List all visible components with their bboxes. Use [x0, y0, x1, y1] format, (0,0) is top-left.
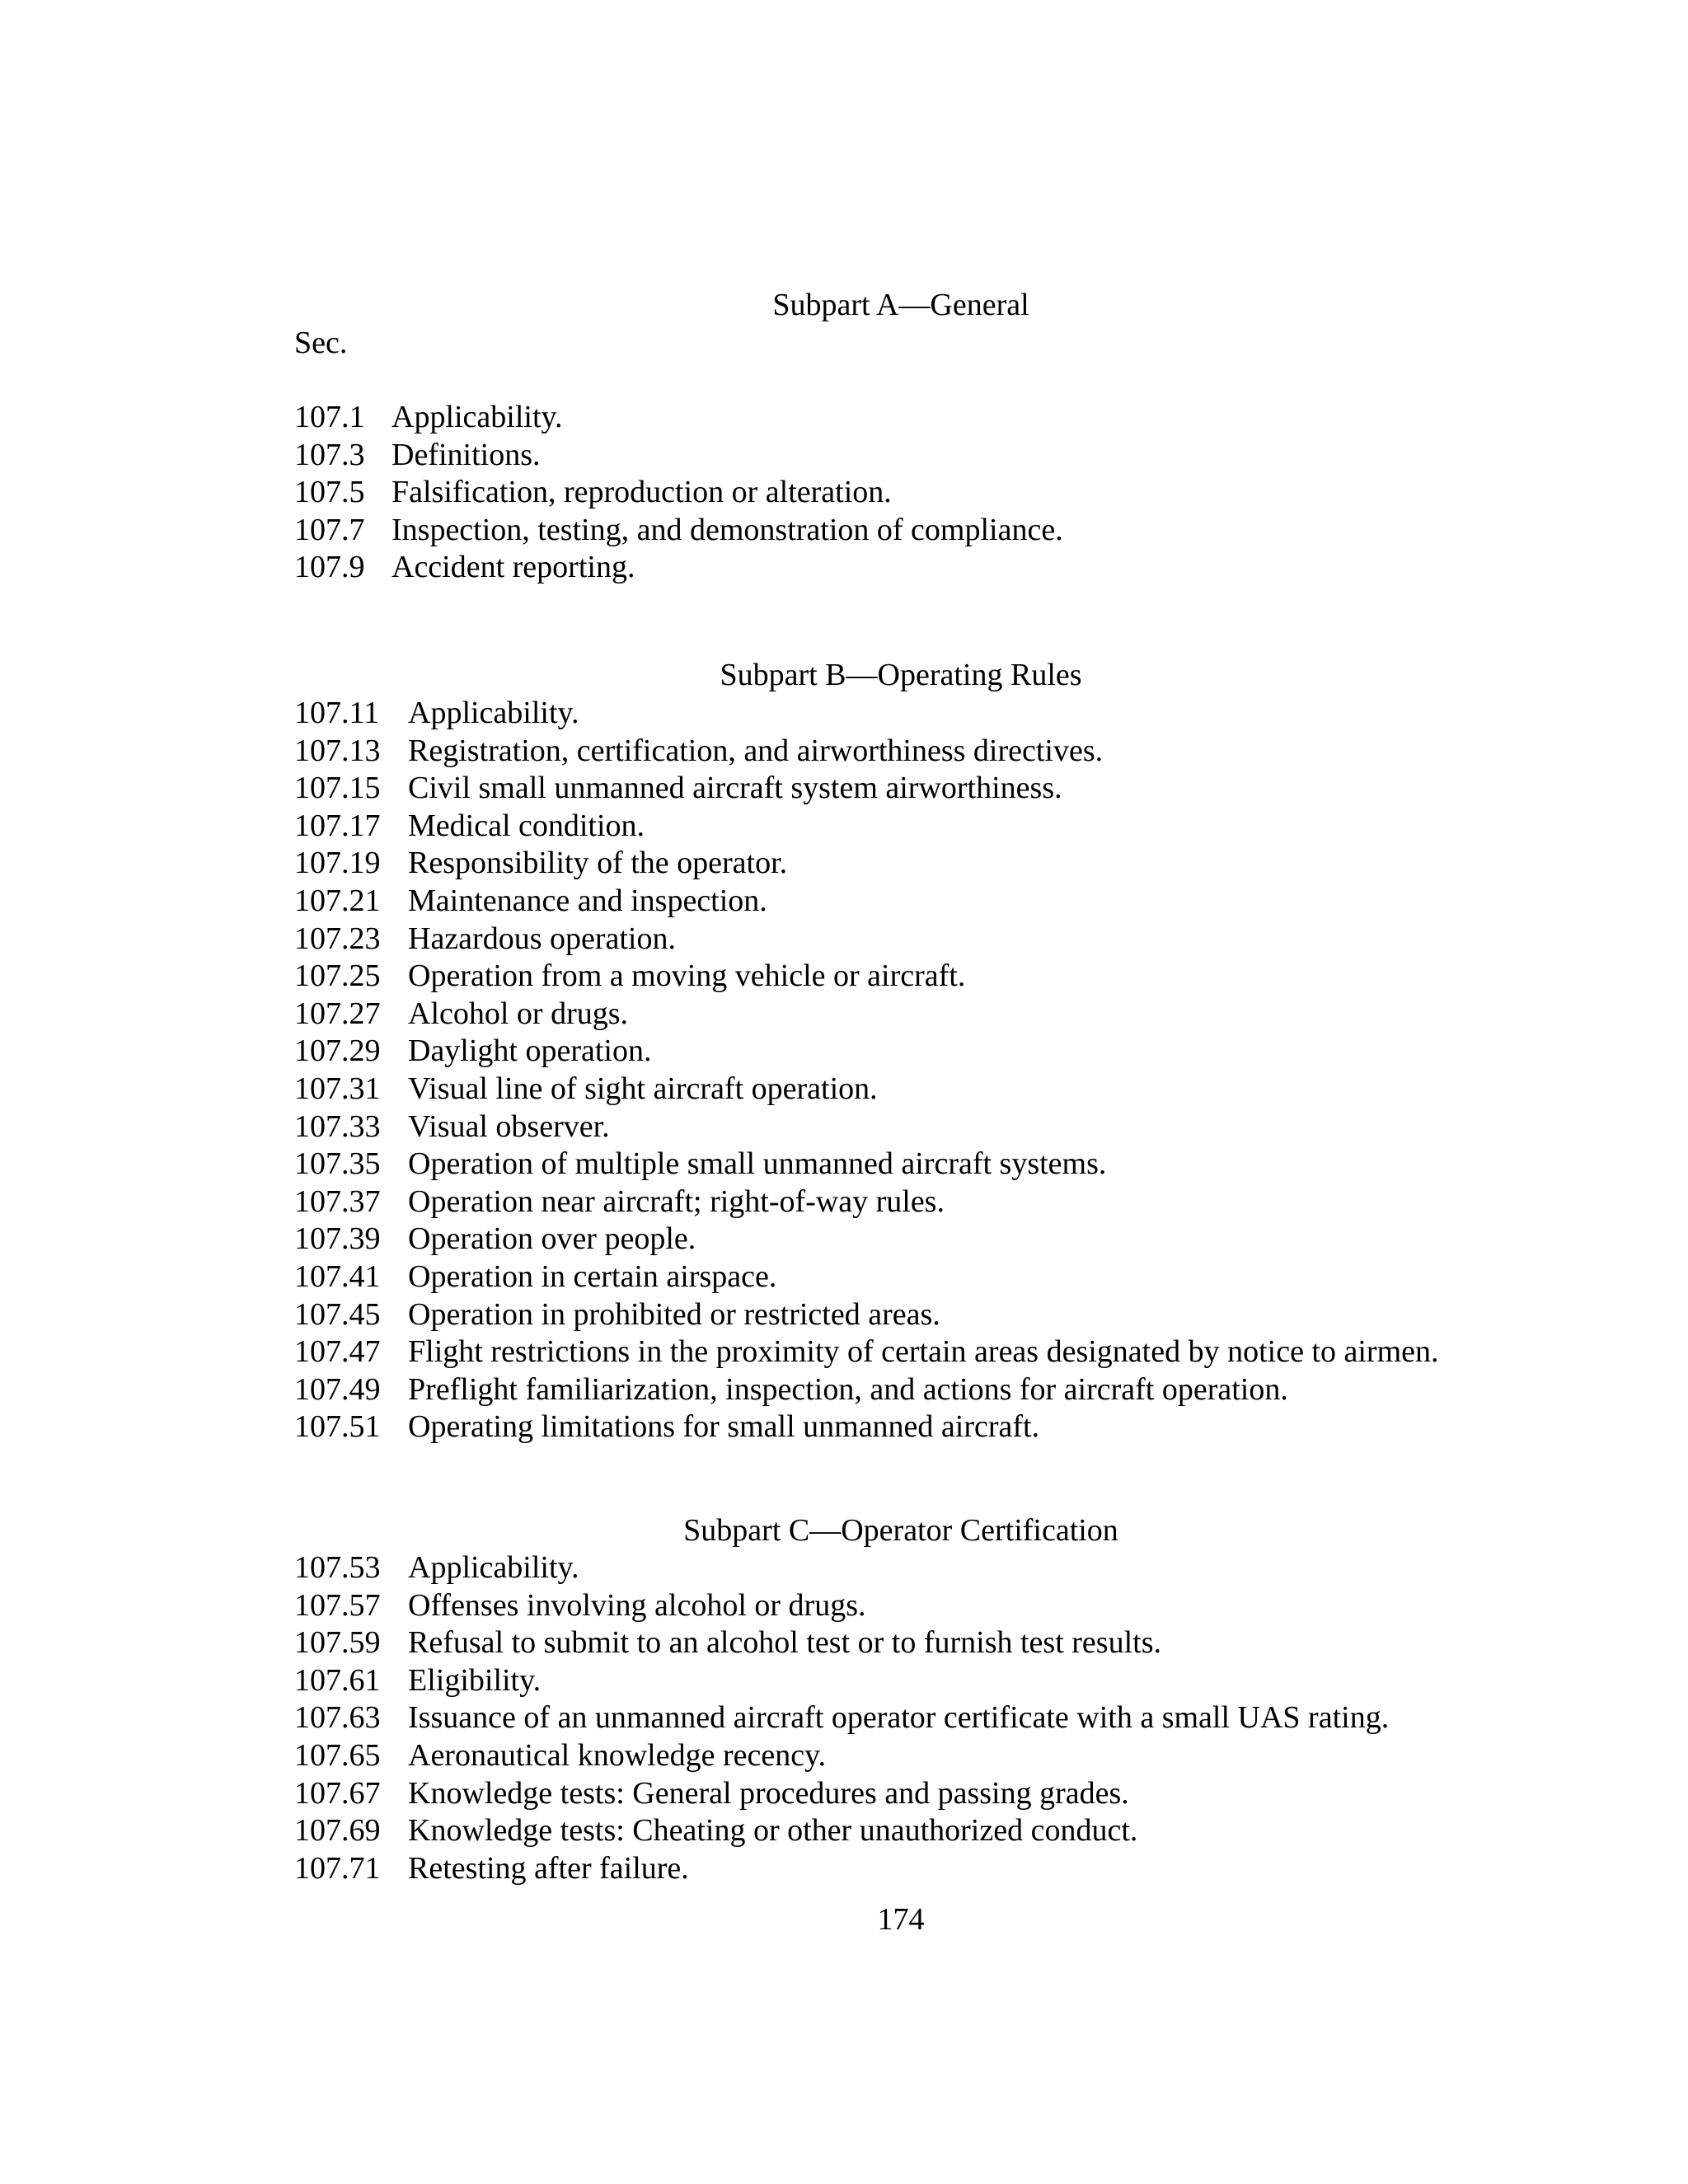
section-title: Visual line of sight aircraft operation. — [408, 1071, 878, 1106]
section-number: 107.69 — [294, 1813, 381, 1849]
section-title: Applicability. — [408, 1550, 579, 1585]
subpart-a-list — [294, 399, 1063, 587]
section-title: Operation in prohibited or restricted areas. — [408, 1296, 940, 1332]
section-number: 107.61 — [294, 1662, 381, 1698]
section-title: Issuance of an unmanned aircraft operator certificate with a small UAS rating. — [408, 1700, 1390, 1736]
section-title: Applicability. — [408, 696, 579, 730]
section-title: Operation from a moving vehicle or aircraft. — [408, 958, 966, 994]
toc-entry — [294, 1333, 1439, 1371]
section-number: 107.59 — [294, 1625, 381, 1661]
section-number: 107.21 — [294, 883, 381, 918]
toc-entry — [294, 996, 1439, 1033]
toc-entry — [294, 845, 1439, 883]
section-title: Flight restrictions in the proximity of certain areas designated by notice to airmen. — [408, 1334, 1439, 1370]
toc-entry — [294, 695, 1439, 733]
subpart-b-heading: Subpart B—Operating Rules — [720, 658, 1082, 692]
toc-entry — [294, 1850, 1389, 1888]
section-number: 107.1 — [294, 400, 365, 434]
section-number: 107.49 — [294, 1371, 381, 1407]
toc-entry — [294, 1371, 1439, 1409]
subpart-b-list — [294, 695, 1439, 1446]
section-title: Visual observer. — [408, 1108, 610, 1144]
toc-entry — [294, 808, 1439, 846]
toc-entry — [294, 1071, 1439, 1108]
toc-entry — [294, 549, 1063, 587]
section-number: 107.37 — [294, 1183, 381, 1219]
section-title: Operation of multiple small unmanned aircraft systems. — [408, 1146, 1107, 1182]
section-title: Eligibility. — [408, 1662, 542, 1698]
section-title: Inspection, testing, and demonstration of compliance. — [392, 512, 1063, 547]
section-number: 107.9 — [294, 550, 365, 585]
section-number: 107.25 — [294, 958, 381, 994]
section-title: Retesting after failure. — [408, 1850, 689, 1886]
section-number: 107.23 — [294, 921, 381, 956]
section-number: 107.27 — [294, 996, 381, 1031]
toc-entry — [294, 1662, 1389, 1700]
subpart-a-heading: Subpart A—General — [772, 288, 1029, 322]
toc-entry — [294, 437, 1063, 475]
section-title: Registration, certification, and airworthiness directives. — [408, 733, 1104, 768]
section-number: 107.57 — [294, 1587, 381, 1623]
section-title: Operation near aircraft; right-of-way rules. — [408, 1183, 945, 1219]
section-title: Applicability. — [392, 400, 563, 434]
section-title: Medical condition. — [408, 808, 645, 843]
section-title: Definitions. — [392, 437, 541, 472]
section-title: Falsification, reproduction or alteration. — [392, 475, 892, 510]
section-number: 107.39 — [294, 1221, 381, 1257]
section-title: Daylight operation. — [408, 1033, 652, 1069]
section-number: 107.11 — [294, 696, 380, 730]
toc-entry — [294, 1108, 1439, 1146]
section-title: Accident reporting. — [392, 550, 635, 585]
section-number: 107.65 — [294, 1737, 381, 1773]
page-number: 174 — [877, 1902, 925, 1937]
section-number: 107.15 — [294, 771, 381, 806]
toc-entry — [294, 1699, 1389, 1737]
section-number: 107.17 — [294, 808, 381, 843]
toc-entry — [294, 1737, 1389, 1775]
section-title: Knowledge tests: General procedures and passing grades. — [408, 1775, 1129, 1811]
section-title: Responsibility of the operator. — [408, 846, 788, 881]
section-title: Maintenance and inspection. — [408, 883, 767, 918]
section-title: Hazardous operation. — [408, 921, 676, 956]
toc-entry — [294, 1033, 1439, 1071]
toc-entry — [294, 733, 1439, 771]
section-number: 107.5 — [294, 475, 365, 510]
section-title: Knowledge tests: Cheating or other unauthorized conduct. — [408, 1813, 1138, 1849]
section-number: 107.29 — [294, 1033, 381, 1069]
subpart-c-list — [294, 1549, 1389, 1887]
section-title: Civil small unmanned aircraft system airworthiness. — [408, 771, 1062, 806]
toc-entry — [294, 1258, 1439, 1296]
section-title: Refusal to submit to an alcohol test or to furnish test results. — [408, 1625, 1161, 1661]
section-number: 107.33 — [294, 1108, 381, 1144]
subpart-c-heading: Subpart C—Operator Certification — [683, 1513, 1118, 1548]
section-title: Preflight familiarization, inspection, and actions for aircraft operation. — [408, 1371, 1288, 1407]
toc-entry — [294, 1221, 1439, 1258]
toc-entry — [294, 1183, 1439, 1221]
section-number: 107.7 — [294, 512, 365, 547]
section-number: 107.63 — [294, 1700, 381, 1736]
section-title: Operation in certain airspace. — [408, 1258, 777, 1294]
toc-entry — [294, 883, 1439, 921]
section-number: 107.71 — [294, 1850, 381, 1886]
section-number: 107.3 — [294, 437, 365, 472]
toc-entry — [294, 474, 1063, 512]
section-number: 107.13 — [294, 733, 381, 768]
toc-entry — [294, 1587, 1389, 1625]
section-title: Operating limitations for small unmanned aircraft. — [408, 1409, 1040, 1445]
toc-entry — [294, 1146, 1439, 1183]
section-title: Aeronautical knowledge recency. — [408, 1737, 827, 1773]
sec-label: Sec. — [294, 326, 348, 360]
toc-entry — [294, 1624, 1389, 1662]
toc-entry — [294, 1296, 1439, 1334]
section-title: Offenses involving alcohol or drugs. — [408, 1587, 866, 1623]
section-number: 107.35 — [294, 1146, 381, 1182]
toc-entry — [294, 1812, 1389, 1850]
section-number: 107.47 — [294, 1334, 381, 1370]
toc-entry — [294, 399, 1063, 437]
toc-entry — [294, 1775, 1389, 1813]
toc-entry — [294, 770, 1439, 808]
section-number: 107.45 — [294, 1296, 381, 1332]
section-title: Operation over people. — [408, 1221, 696, 1257]
section-number: 107.67 — [294, 1775, 381, 1811]
toc-entry — [294, 512, 1063, 550]
section-number: 107.53 — [294, 1550, 381, 1585]
section-number: 107.31 — [294, 1071, 381, 1106]
section-number: 107.19 — [294, 846, 381, 881]
toc-entry — [294, 1408, 1439, 1446]
toc-entry — [294, 921, 1439, 958]
section-number: 107.51 — [294, 1409, 381, 1445]
toc-entry — [294, 958, 1439, 996]
section-title: Alcohol or drugs. — [408, 996, 629, 1031]
section-number: 107.41 — [294, 1258, 381, 1294]
toc-entry — [294, 1549, 1389, 1587]
